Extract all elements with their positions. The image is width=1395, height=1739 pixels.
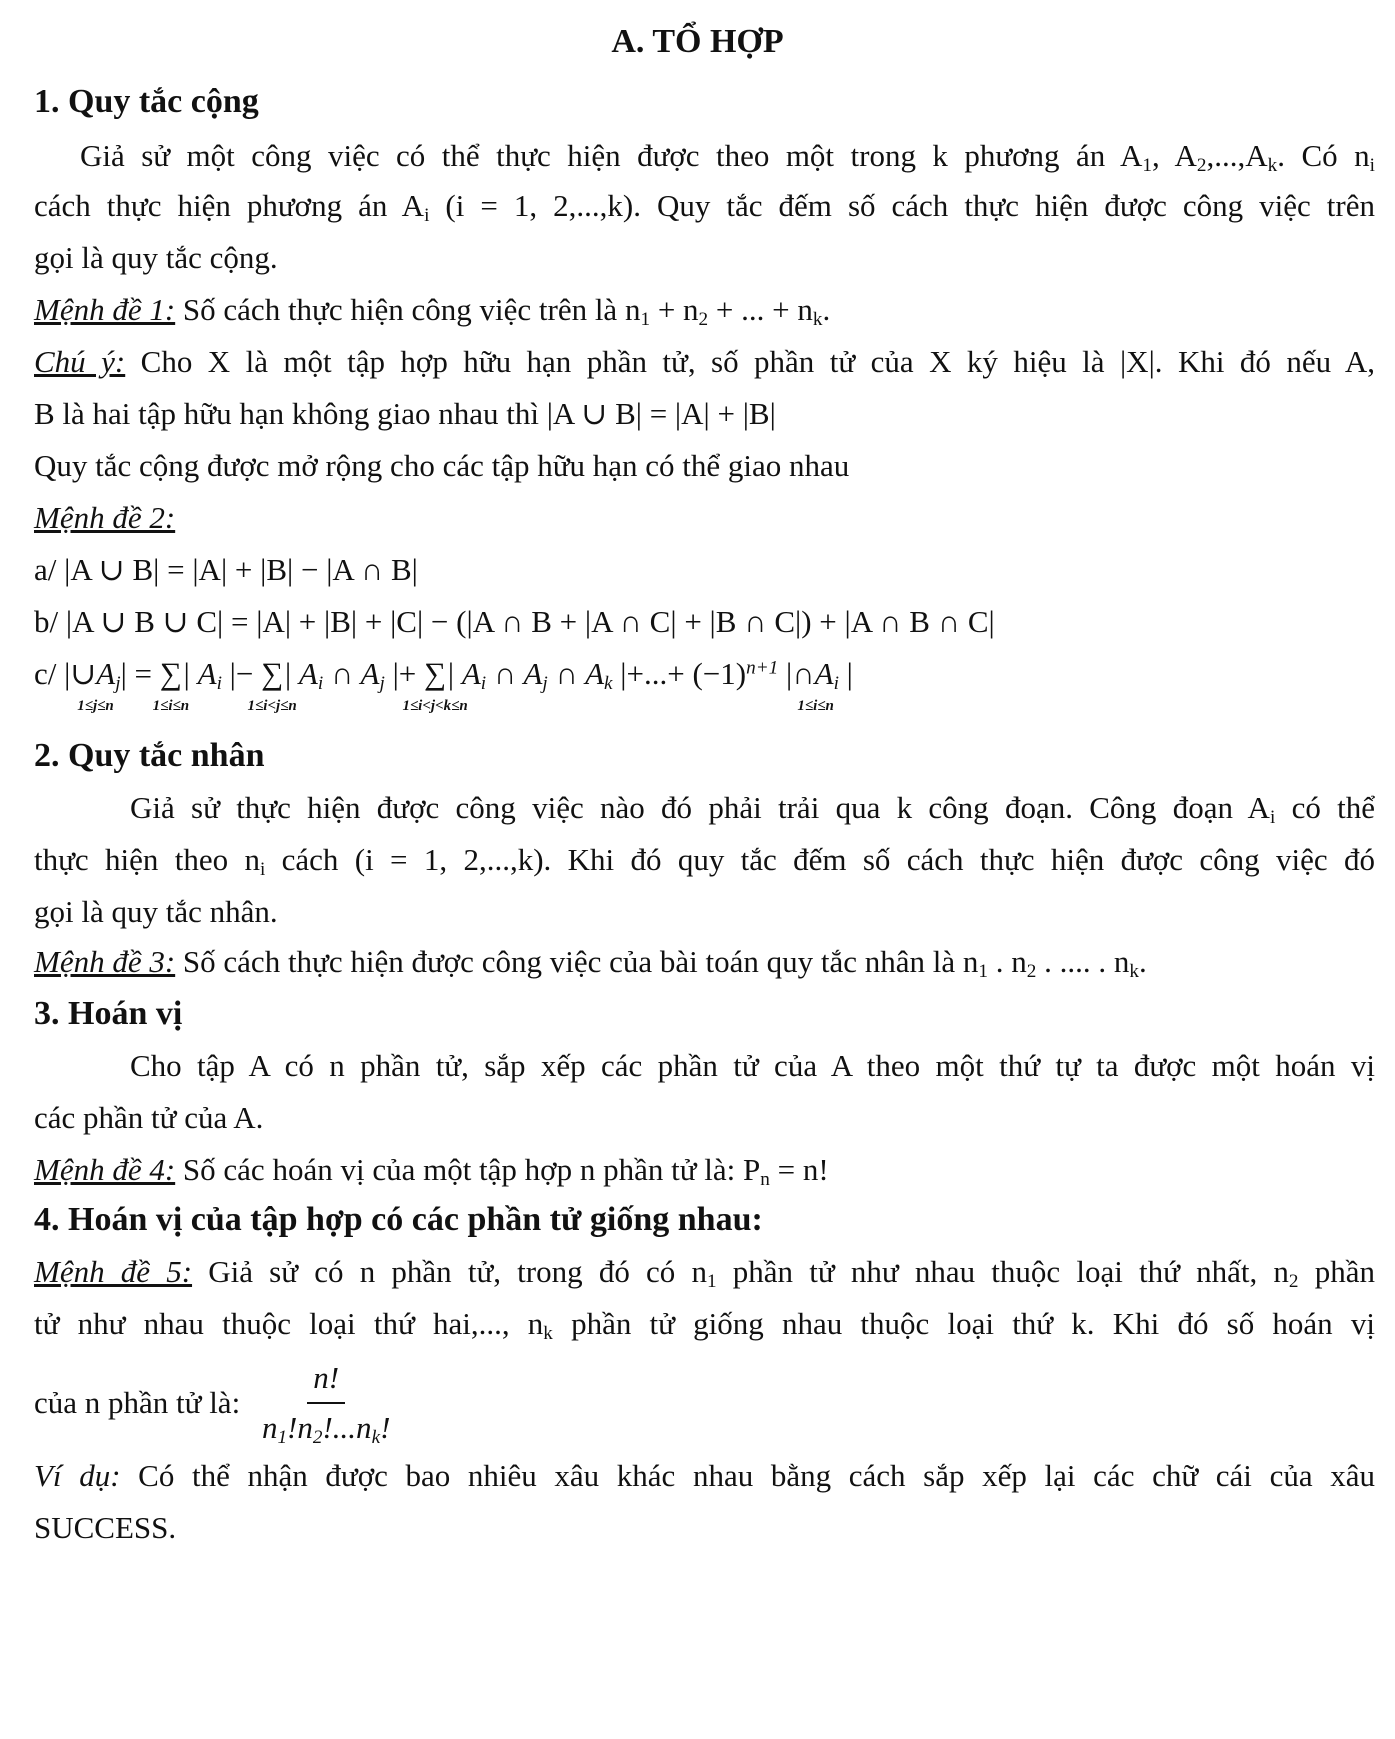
section-1-paragraph-line-1: Giả sử một công việc có thể thực hiện được theo một trong k phương án $A_1$, $A_2,...,A_k$. Có $n_i$	[80, 138, 1375, 176]
proposition-5-line-2: tử như nhau thuộc loại thứ hai,..., $n_k$ phần tử giống nhau thuộc loại thứ k. Khi đó số hoán vị	[34, 1306, 1375, 1344]
section-3-paragraph-line-1: Cho tập A có n phần tử, sắp xếp các phần tử của A theo một thứ tự ta được một hoán vị	[130, 1048, 1375, 1083]
section-2-paragraph-line-2: thực hiện theo $n_i$ cách (i = 1, 2,...,k). Khi đó quy tắc đếm số cách thực hiện được công việc đó	[34, 842, 1375, 880]
section-1-heading: 1. Quy tắc cộng	[34, 83, 259, 120]
page-title: A. TỔ HỢP	[611, 23, 784, 60]
proposition-1: Mệnh đề 1: Số cách thực hiện công việc trên là $n_1 + n_2$ + ... + $n_k$.	[34, 292, 831, 330]
proposition-2-label: Mệnh đề 2:	[34, 500, 176, 535]
proposition-2-b: b/ |A ∪ B ∪ C| = |A| + |B| + |C| − (|A ∩ B + |A ∩ C| + |B ∩ C|) + |A ∩ B ∩ C|	[34, 604, 995, 639]
section-2-paragraph-line-3: gọi là quy tắc nhân.	[34, 894, 278, 929]
extension-text: Quy tắc cộng được mở rộng cho các tập hữu hạn có thể giao nhau	[34, 448, 850, 483]
example-label: Ví dụ:	[34, 1458, 121, 1493]
proposition-5-line-3: của n phần tử là: $\frac{n!}{n_1!n_2!...n_k!}$	[34, 1360, 1375, 1446]
section-2-heading: 2. Quy tắc nhân	[34, 737, 265, 774]
note-line-1: Chú ý: Cho X là một tập hợp hữu hạn phần tử, số phần tử của X ký hiệu là |X|. Khi đó nếu A,	[34, 344, 1375, 379]
proposition-1-label: Mệnh đề 1:	[34, 292, 176, 327]
proposition-5-line-1: Mệnh đề 5: Giả sử có n phần tử, trong đó có $n_1$ phần tử như nhau thuộc loại thứ nhất, $n_2$ phần	[34, 1254, 1375, 1292]
proposition-4: Mệnh đề 4: Số các hoán vị của một tập hợp n phần tử là: $P_n = n$!	[34, 1152, 829, 1190]
section-1-paragraph-line-3: gọi là quy tắc cộng.	[34, 240, 278, 275]
section-1-paragraph-line-2: cách thực hiện phương án $A_i$ (i = 1, 2,...,k). Quy tắc đếm số cách thực hiện được công việc trên	[34, 188, 1375, 226]
proposition-4-label: Mệnh đề 4:	[34, 1152, 176, 1187]
proposition-3: Mệnh đề 3: Số cách thực hiện được công việc của bài toán quy tắc nhân là $n_1$ . $n_2$ . .... . $n_k$.	[34, 944, 1147, 982]
intersection-operator: $\cap A_i$ 1≤i≤n	[792, 656, 839, 714]
section-4-heading: 4. Hoán vị của tập hợp có các phần tử giống nhau:	[34, 1201, 763, 1238]
section-3-paragraph-line-2: các phần tử của A.	[34, 1100, 264, 1135]
proposition-2-a: a/ |A ∪ B| = |A| + |B| − |A ∩ B|	[34, 552, 418, 587]
example-line-2: SUCCESS.	[34, 1510, 177, 1545]
permutation-fraction: $\frac{n!}{n_1!n_2!...n_k!}$	[261, 1360, 391, 1448]
proposition-2-c: c/ $|\cup A_j$ 1≤j≤n | = ∑ 1≤i≤n | $A_i$ |− ∑ 1≤i<j≤n | $A_i$ ∩ $A_j$ |+ ∑ 1≤i<j<k≤n | $A_i$ ∩ $A_j$ ∩ $A_k$ |+...+ $(-1)^{n+1}$ $|\cap A_i$ 1≤i≤n |	[34, 656, 853, 714]
note-line-2: B là hai tập hữu hạn không giao nhau thì |A ∪ B| = |A| + |B|	[34, 396, 776, 431]
section-3-heading: 3. Hoán vị	[34, 995, 183, 1032]
sum-operator-2: ∑ 1≤i<j≤n	[247, 656, 297, 714]
union-operator: $\cup A_j$ 1≤j≤n	[70, 656, 121, 714]
section-2-paragraph-line-1: Giả sử thực hiện được công việc nào đó phải trải qua k công đoạn. Công đoạn $A_i$ có thể	[130, 790, 1375, 828]
example-line-1: Ví dụ: Có thể nhận được bao nhiêu xâu khác nhau bằng cách sắp xếp lại các chữ cái của xâu	[34, 1458, 1375, 1493]
sum-operator-3: ∑ 1≤i<j<k≤n	[402, 656, 468, 714]
proposition-5-label: Mệnh đề 5:	[34, 1254, 193, 1289]
proposition-3-label: Mệnh đề 3:	[34, 944, 176, 979]
sum-operator-1: ∑ 1≤i≤n	[152, 656, 190, 714]
note-label: Chú ý:	[34, 344, 126, 379]
